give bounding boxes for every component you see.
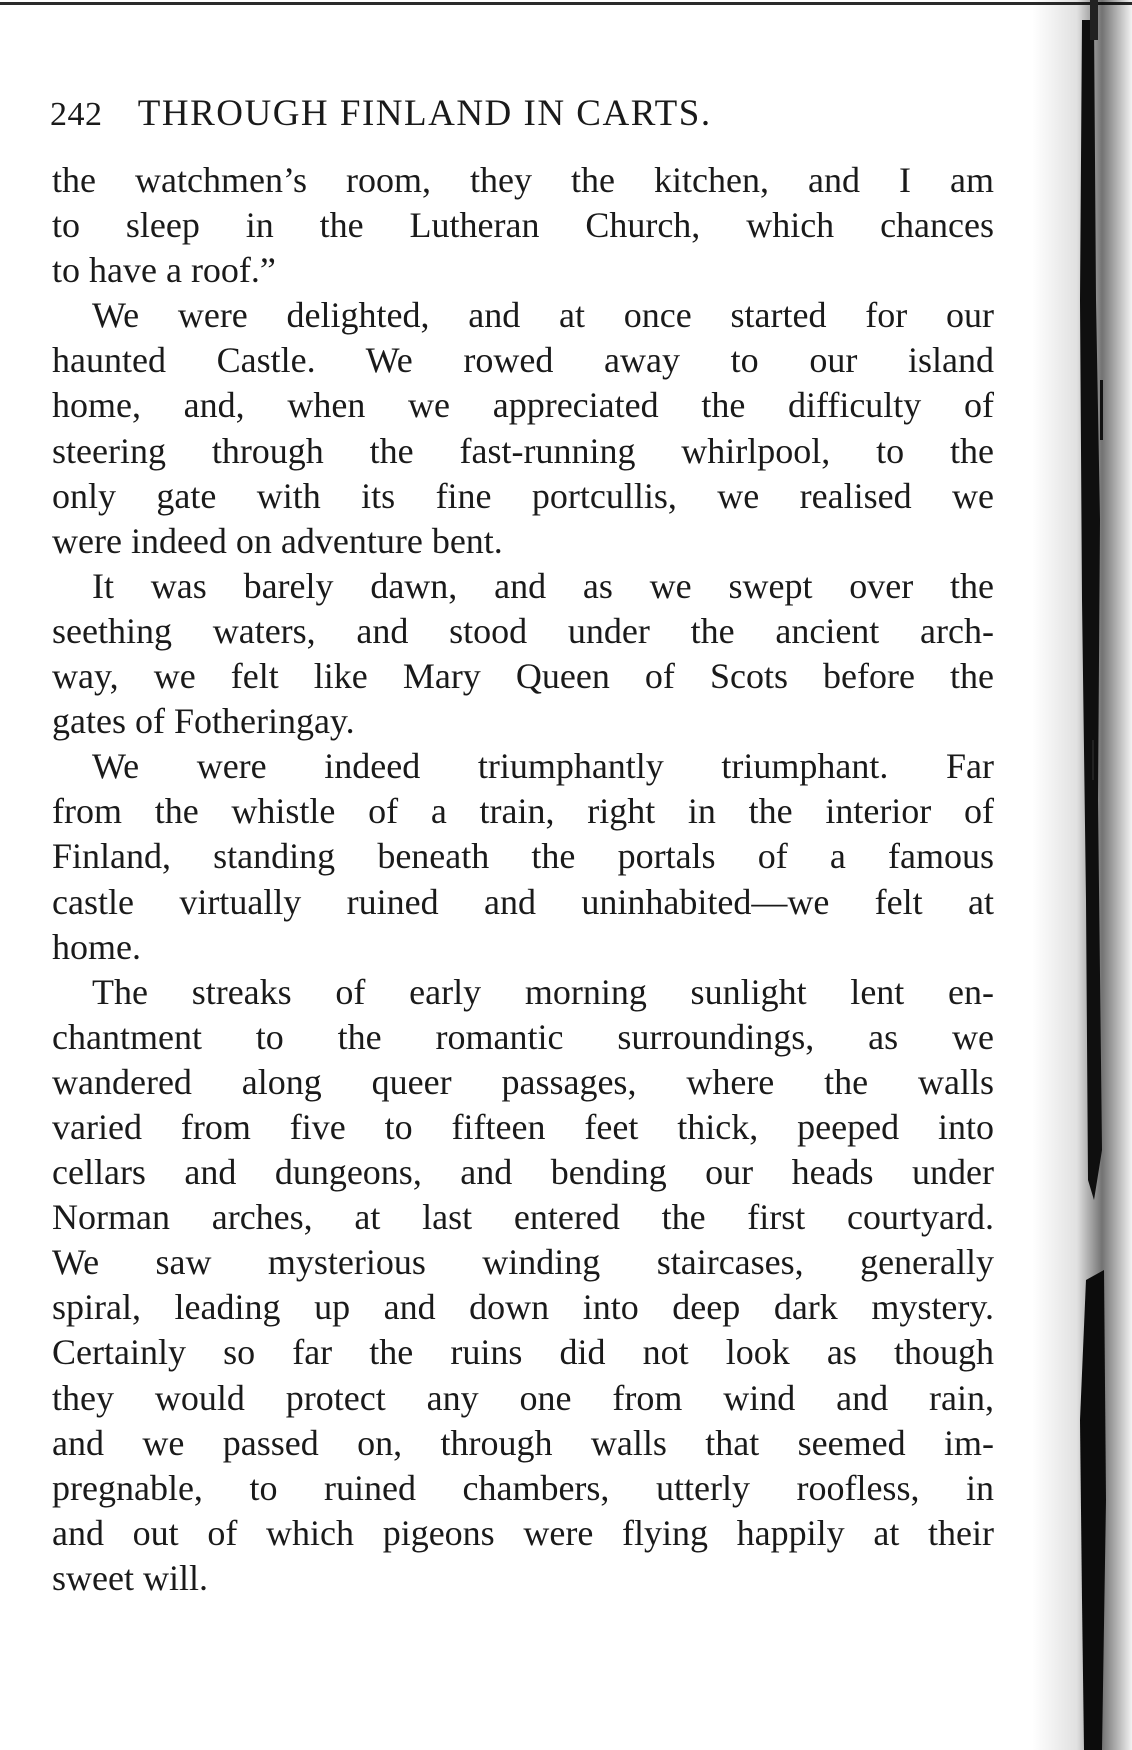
running-head: THROUGH FINLAND IN CARTS. xyxy=(137,93,712,134)
text-line: cellars and dungeons, and bending our heads under xyxy=(52,1152,994,1193)
paragraph-start-line: We were indeed triumphantly triumphant. Far xyxy=(92,746,994,787)
text-line: to sleep in the Lutheran Church, which chances xyxy=(52,205,994,246)
text-line: home. xyxy=(52,926,141,967)
text-line: Finland, standing beneath the portals of a famous xyxy=(52,836,994,877)
paragraph-start-line: The streaks of early morning sunlight lent en- xyxy=(92,971,994,1012)
text-line: to have a roof.” xyxy=(52,250,276,291)
scanned-binding-shadow xyxy=(982,0,1132,1750)
text-line: Norman arches, at last entered the first courtyard. xyxy=(52,1197,994,1238)
page-number: 242 xyxy=(50,96,103,133)
text-line: from the whistle of a train, right in the interior of xyxy=(52,791,994,832)
paragraph-start-line: It was barely dawn, and as we swept over the xyxy=(92,565,994,606)
text-line: way, we felt like Mary Queen of Scots before the xyxy=(52,656,994,697)
text-line: haunted Castle. We rowed away to our island xyxy=(52,340,994,381)
page-header xyxy=(50,92,990,136)
text-line: the watchmen’s room, they the kitchen, and I am xyxy=(52,160,994,200)
text-line: only gate with its fine portcullis, we realised we xyxy=(52,475,994,516)
text-line: varied from five to fifteen feet thick, peeped into xyxy=(52,1106,994,1147)
text-line: gates of Fotheringay. xyxy=(52,701,355,742)
paragraph-start-line: We were delighted, and at once started for our xyxy=(92,295,994,336)
text-line: We saw mysterious winding staircases, generally xyxy=(52,1242,994,1283)
text-line: sweet will. xyxy=(52,1557,208,1598)
body-text xyxy=(52,158,994,1601)
text-line: seething waters, and stood under the ancient arch- xyxy=(52,610,994,651)
text-line: spiral, leading up and down into deep dark mystery. xyxy=(52,1287,994,1328)
text-line: they would protect any one from wind and rain, xyxy=(52,1377,994,1418)
text-line: Certainly so far the ruins did not look as though xyxy=(52,1332,994,1373)
text-line: pregnable, to ruined chambers, utterly roofless, in xyxy=(52,1467,994,1508)
text-line: wandered along queer passages, where the walls xyxy=(52,1061,994,1102)
text-line: and out of which pigeons were flying happily at their xyxy=(52,1512,994,1553)
text-line: chantment to the romantic surroundings, as we xyxy=(52,1016,994,1057)
text-line: castle virtually ruined and uninhabited—we felt at xyxy=(52,881,994,922)
text-line: home, and, when we appreciated the difficulty of xyxy=(52,385,994,426)
text-line: and we passed on, through walls that seemed im- xyxy=(52,1422,994,1463)
text-line: were indeed on adventure bent. xyxy=(52,520,503,561)
text-line: steering through the fast-running whirlpool, to the xyxy=(52,430,994,471)
